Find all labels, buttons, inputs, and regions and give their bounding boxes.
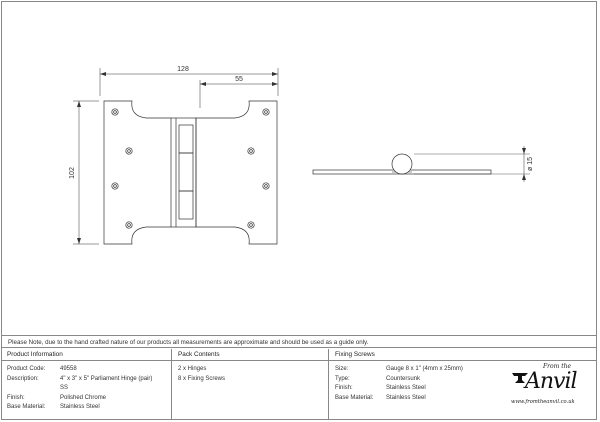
hinge-right-leaf <box>196 101 277 244</box>
row-value: Gauge 8 x 1" (4mm x 25mm) <box>386 366 463 372</box>
screw-holes <box>112 109 269 228</box>
hinge-knuckle-segment-bottom <box>179 191 193 219</box>
product-information-panel <box>1 349 172 420</box>
fixing-screws-heading: Fixing Screws <box>329 349 597 361</box>
pack-item-label: 8 x Fixing Screws <box>178 375 226 382</box>
row-key: Base Material: <box>7 404 46 410</box>
base-material-row <box>1 403 171 413</box>
hinge-knuckle-segment-middle <box>179 153 193 191</box>
product-information-heading: Product Information <box>1 349 171 361</box>
logo-url: www.fromtheanvil.co.uk <box>511 399 575 405</box>
row-value: 49558 <box>60 366 77 372</box>
row-value: Stainless Steel <box>60 404 100 410</box>
dim-width-label: 128 <box>177 66 189 73</box>
row-value: Stainless Steel <box>386 394 426 401</box>
hinge-knuckle-segment-top <box>179 125 193 153</box>
row-key: Finish: <box>7 394 25 401</box>
disclaimer-note: Please Note, due to the hand crafted nature of our products all measurements are approximate and should be used as a guide only. <box>1 335 597 348</box>
description-continued-row <box>1 384 171 394</box>
logo-wordmark: Anvil <box>525 369 577 394</box>
logo-tagline: From the <box>543 363 572 370</box>
pack-contents-heading: Pack Contents <box>172 349 328 361</box>
row-key: Product Code: <box>7 366 46 372</box>
row-key: Size: <box>335 366 349 372</box>
description-row <box>1 375 171 385</box>
row-value: 4" x 3" x 5" Parliament Hinge (pair) <box>60 375 153 382</box>
hinge-left-leaf <box>104 101 171 244</box>
row-value: Stainless Steel <box>386 385 426 391</box>
fixing-screws-panel <box>329 349 597 420</box>
row-key: Base Material: <box>335 394 374 401</box>
dim-leaf-label: 55 <box>235 76 243 83</box>
row-value: Countersunk <box>386 375 421 382</box>
info-table <box>1 349 597 420</box>
hinge-side-view-knuckle <box>392 154 412 174</box>
row-key: Finish: <box>335 385 353 391</box>
finish-row <box>1 394 171 404</box>
dim-knuckle-label: ø 15 <box>527 156 534 172</box>
pack-item <box>172 375 328 385</box>
row-key: Type: <box>335 375 350 382</box>
row-value: SS <box>60 385 69 391</box>
pack-item <box>172 365 328 375</box>
product-code-row <box>1 365 171 375</box>
from-the-anvil-logo <box>511 363 587 413</box>
dim-height-label: 102 <box>69 167 76 179</box>
pack-item-label: 2 x Hinges <box>178 366 207 372</box>
row-value: Polished Chrome <box>60 394 107 401</box>
row-key: Description: <box>7 375 39 382</box>
pack-contents-panel <box>172 349 329 420</box>
